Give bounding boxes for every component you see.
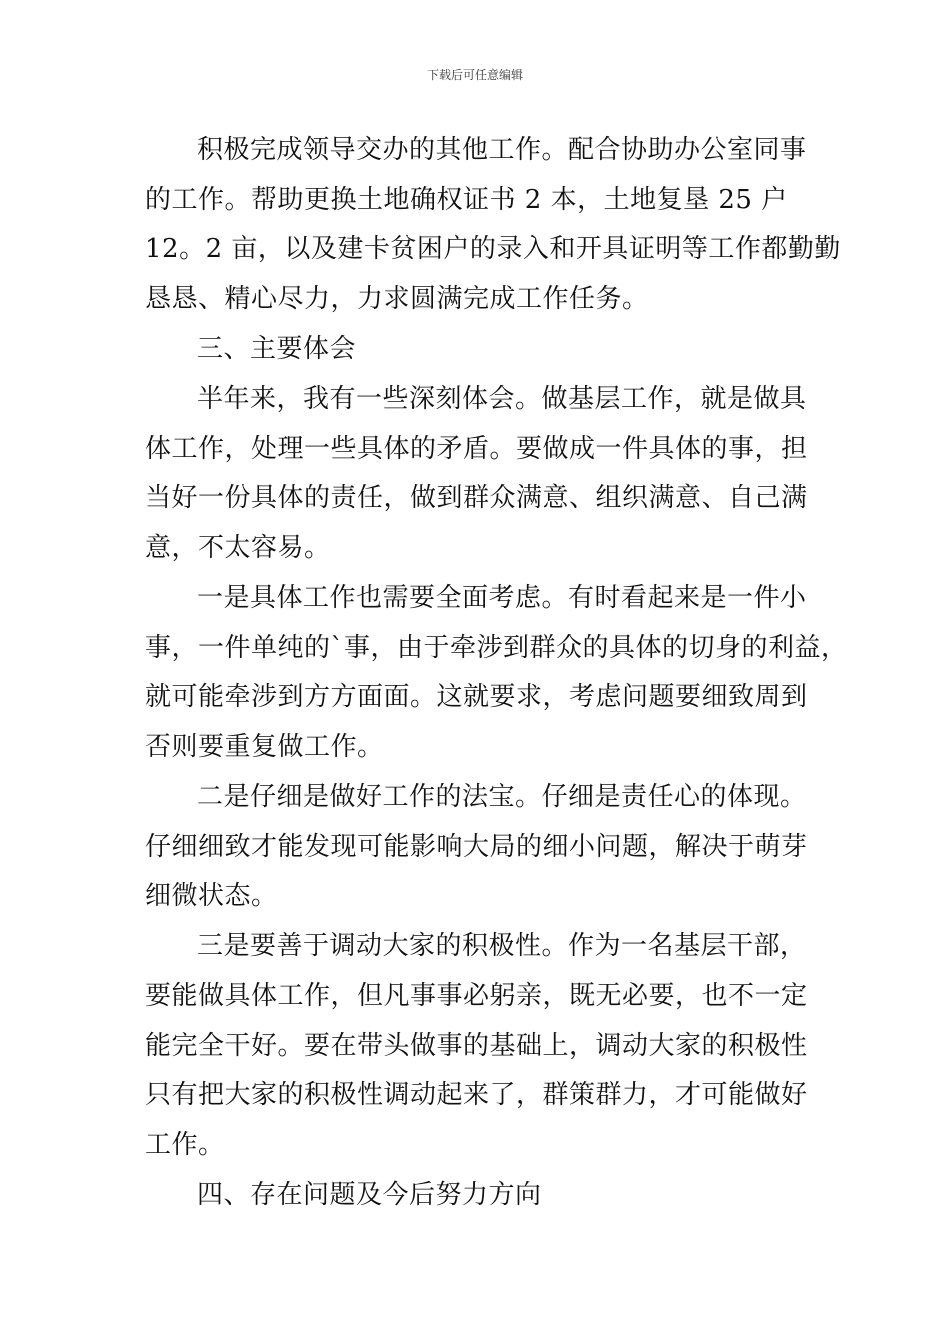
body-line: 细微状态。 bbox=[145, 881, 278, 911]
page-header: 下载后可任意编辑 bbox=[426, 68, 523, 82]
body-line: 当好一份具体的责任，做到群众满意、组织满意、自己满 bbox=[145, 483, 808, 513]
section-heading: 四、存在问题及今后努力方向 bbox=[197, 1180, 542, 1210]
body-line: 工作。 bbox=[145, 1130, 225, 1160]
body-line: 体工作，处理一些具体的矛盾。要做成一件具体的事，担 bbox=[145, 434, 808, 464]
body-line: 意，不太容易。 bbox=[145, 533, 331, 563]
body-line: 恳恳、精心尽力，力求圆满完成工作任务。 bbox=[145, 284, 649, 314]
body-line: 三是要善于调动大家的积极性。作为一名基层干部， bbox=[197, 931, 807, 961]
body-line: 二是仔细是做好工作的法宝。仔细是责任心的体现。 bbox=[197, 782, 807, 812]
body-line: 一是具体工作也需要全面考虑。有时看起来是一件小 bbox=[197, 583, 807, 613]
section-heading: 三、主要体会 bbox=[197, 334, 357, 364]
body-line: 只有把大家的积极性调动起来了，群策群力，才可能做好 bbox=[145, 1080, 808, 1110]
body-line: 半年来，我有一些深刻体会。做基层工作，就是做具 bbox=[197, 384, 807, 414]
body-line: 仔细细致才能发现可能影响大局的细小问题，解决于萌芽 bbox=[145, 832, 808, 862]
body-line: 要能做具体工作，但凡事事必躬亲，既无必要，也不一定 bbox=[145, 981, 808, 1011]
body-line: 积极完成领导交办的其他工作。配合协助办公室同事 bbox=[197, 135, 807, 165]
body-line: 能完全干好。要在带头做事的基础上，调动大家的积极性 bbox=[145, 1031, 808, 1061]
body-line: 就可能牵涉到方方面面。这就要求，考虑问题要细致周到 bbox=[145, 682, 808, 712]
body-line: 否则要重复做工作。 bbox=[145, 732, 384, 762]
body-line: 事，一件单纯的`事，由于牵涉到群众的具体的切身的利益， bbox=[145, 633, 848, 663]
body-line: 的工作。帮助更换土地确权证书 2 本，土地复垦 25 户 bbox=[145, 185, 788, 215]
body-line: 12。2 亩，以及建卡贫困户的录入和开具证明等工作都勤勤 bbox=[145, 234, 841, 264]
